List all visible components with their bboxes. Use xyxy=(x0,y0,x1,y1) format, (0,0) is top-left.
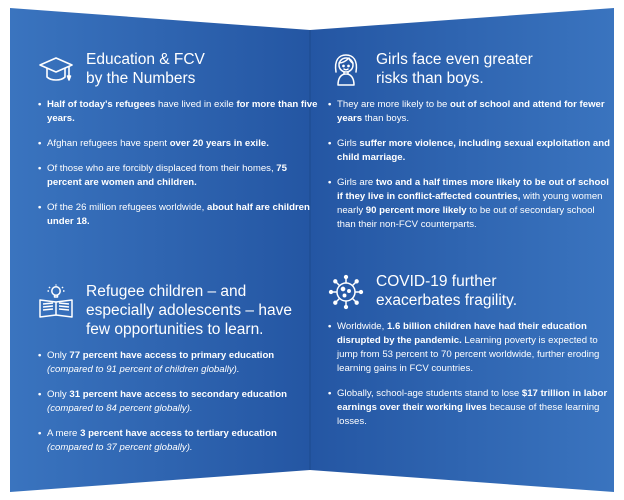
bold-text: $17 trillion in labor earnings over their working lives xyxy=(337,388,608,413)
body-text: have lived in exile xyxy=(155,99,237,110)
section-girls xyxy=(328,50,610,243)
body-text: A mere xyxy=(47,428,81,439)
title-line: risks than boys. xyxy=(376,70,484,87)
body-text: Only xyxy=(47,350,70,361)
bold-text: 75 percent are women and children. xyxy=(47,163,287,188)
body-text: Of those who are forcibly displaced from their homes, xyxy=(47,163,277,174)
bullet-item xyxy=(38,349,320,377)
section-title xyxy=(376,50,533,88)
body-text: Girls are xyxy=(337,177,376,188)
title-line: Refugee children – and xyxy=(86,283,247,300)
book-lightbulb-icon xyxy=(38,284,74,320)
bullet-item xyxy=(328,176,610,232)
bullet-list xyxy=(328,320,610,429)
bold-text: out of school and attend for fewer years xyxy=(337,99,605,124)
bullet-item xyxy=(38,137,320,151)
bullet-item xyxy=(38,162,320,190)
bullet-item xyxy=(328,387,610,429)
title-line: exacerbates fragility. xyxy=(376,292,517,309)
section-title xyxy=(376,272,517,310)
title-line: Education & FCV xyxy=(86,51,205,68)
section-covid xyxy=(328,272,610,440)
body-text: Afghan refugees have spent xyxy=(47,138,170,149)
body-text: Globally, school-age students stand to lose xyxy=(337,388,522,399)
bullet-list xyxy=(38,349,320,455)
section-header xyxy=(38,282,320,339)
bullet-item xyxy=(328,98,610,126)
bullet-item xyxy=(328,320,610,376)
body-text: Of the 26 million refugees worldwide, xyxy=(47,202,207,213)
bold-text: 1.6 billion children have had their education disrupted by the pandemic. xyxy=(337,321,587,346)
body-text: They are more likely to be xyxy=(337,99,451,110)
bold-text: 3 percent have access to tertiary education xyxy=(80,428,277,439)
body-text: than boys. xyxy=(362,113,410,124)
graduation-cap-icon xyxy=(38,52,74,88)
section-refugee-children xyxy=(38,282,320,466)
bullet-item xyxy=(38,427,320,455)
section-education xyxy=(38,50,320,240)
bold-text: about half are children under 18. xyxy=(47,202,310,227)
body-text: because of these learning losses. xyxy=(337,402,600,427)
bold-text: 77 percent have access to primary education xyxy=(69,350,275,361)
bullet-list xyxy=(38,98,320,229)
body-text: with young women nearly xyxy=(337,191,603,216)
bold-text: two and a half times more likely to be out of school if they live in conflict-affected countries, xyxy=(337,177,609,202)
title-line: especially adolescents – have xyxy=(86,302,292,319)
body-text: Only xyxy=(47,389,70,400)
bold-text: suffer more violence, including sexual exploitation and child marriage. xyxy=(337,138,610,163)
section-header xyxy=(328,50,610,88)
body-text: Girls xyxy=(337,138,360,149)
bold-text: over 20 years in exile. xyxy=(169,138,269,149)
bold-text: Half of today's refugees xyxy=(47,99,156,110)
bold-text: 90 percent more likely xyxy=(365,205,467,216)
bullet-item xyxy=(328,137,610,165)
section-title xyxy=(86,282,292,339)
body-text: Learning poverty is expected to jump from 53 percent to 70 percent worldwide, further eroding learning gains in FCV countries. xyxy=(337,335,600,374)
body-text: Worldwide, xyxy=(337,321,387,332)
italic-text: (compared to 91 percent of children globally). xyxy=(47,364,240,375)
italic-text: (compared to 37 percent globally). xyxy=(47,442,193,453)
section-title xyxy=(86,50,205,88)
infographic-card xyxy=(10,8,614,492)
title-line: by the Numbers xyxy=(86,70,196,87)
body-text: to be out of secondary school than their non-FCV counterparts. xyxy=(337,205,595,230)
bold-text: 31 percent have access to secondary education xyxy=(69,389,287,400)
girl-icon xyxy=(328,52,364,88)
bullet-item xyxy=(38,98,320,126)
italic-text: (compared to 84 percent globally). xyxy=(47,403,193,414)
title-line: COVID-19 further xyxy=(376,273,497,290)
title-line: Girls face even greater xyxy=(376,51,533,68)
virus-icon xyxy=(328,274,364,310)
bullet-list xyxy=(328,98,610,232)
title-line: few opportunities to learn. xyxy=(86,321,264,338)
section-header xyxy=(38,50,320,88)
section-header xyxy=(328,272,610,310)
bullet-item xyxy=(38,388,320,416)
bullet-item xyxy=(38,201,320,229)
bold-text: for more than five years. xyxy=(47,99,318,124)
